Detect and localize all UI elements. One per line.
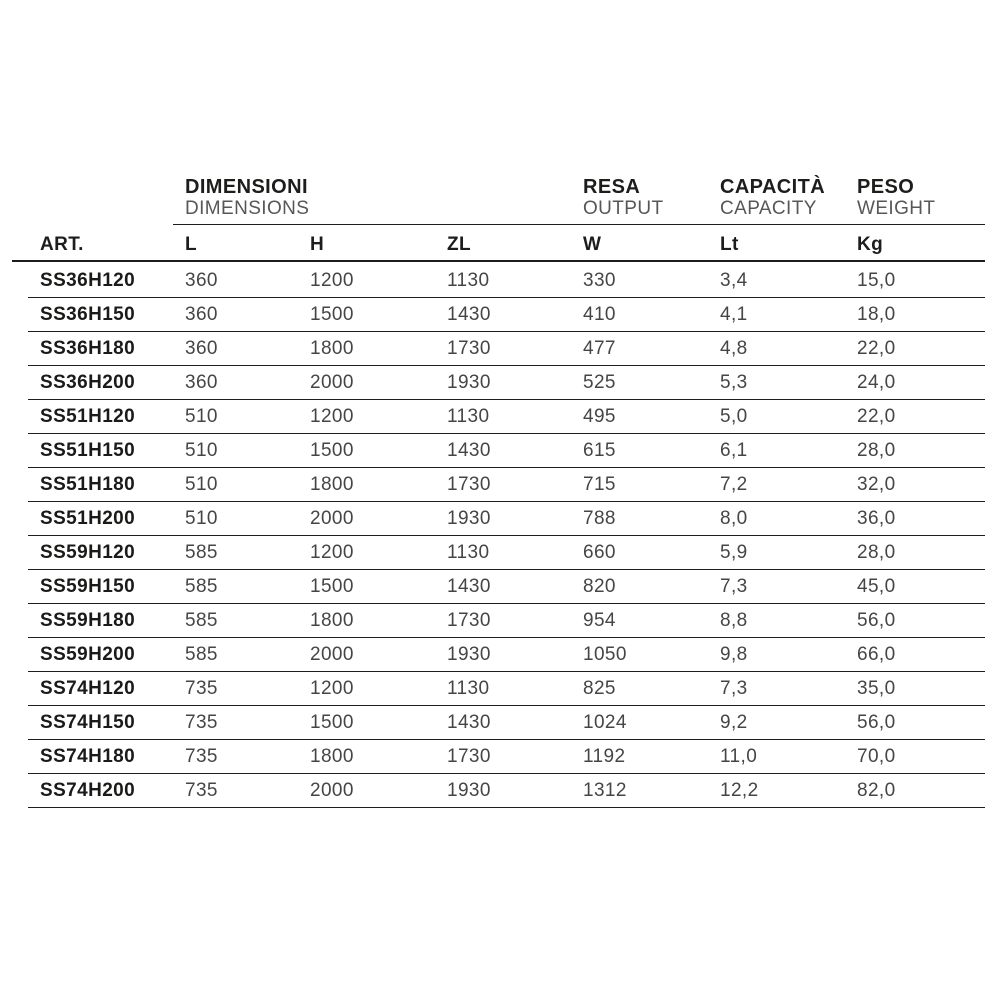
table-row — [28, 502, 985, 536]
cell-l: 510 — [185, 405, 218, 427]
cell-l: 735 — [185, 711, 218, 733]
column-header-l: L — [185, 234, 198, 255]
cell-lt: 5,9 — [720, 541, 748, 563]
cell-l: 360 — [185, 371, 218, 393]
cell-h: 1800 — [310, 473, 354, 495]
cell-zl: 1430 — [447, 711, 491, 733]
cell-art: SS74H120 — [40, 677, 136, 699]
group-subtitle: DIMENSIONS — [185, 198, 310, 219]
cell-lt: 4,8 — [720, 337, 748, 359]
cell-w: 477 — [583, 337, 616, 359]
table-row — [28, 604, 985, 638]
cell-h: 1500 — [310, 303, 354, 325]
cell-w: 330 — [583, 269, 616, 291]
table-row — [28, 434, 985, 468]
cell-lt: 5,3 — [720, 371, 748, 393]
column-header-kg: Kg — [857, 234, 884, 255]
group-title: DIMENSIONI — [185, 176, 308, 198]
cell-kg: 28,0 — [857, 541, 896, 563]
cell-w: 788 — [583, 507, 616, 529]
table-row — [28, 774, 985, 808]
cell-h: 1500 — [310, 439, 354, 461]
cell-kg: 70,0 — [857, 745, 896, 767]
cell-w: 495 — [583, 405, 616, 427]
cell-w: 525 — [583, 371, 616, 393]
cell-kg: 28,0 — [857, 439, 896, 461]
cell-h: 1800 — [310, 337, 354, 359]
cell-art: SS51H150 — [40, 439, 136, 461]
group-subtitle: WEIGHT — [857, 198, 936, 219]
cell-l: 360 — [185, 303, 218, 325]
cell-kg: 18,0 — [857, 303, 896, 325]
cell-art: SS74H200 — [40, 779, 136, 801]
cell-kg: 22,0 — [857, 337, 896, 359]
cell-w: 715 — [583, 473, 616, 495]
cell-l: 585 — [185, 609, 218, 631]
cell-kg: 66,0 — [857, 643, 896, 665]
cell-lt: 5,0 — [720, 405, 748, 427]
cell-w: 1312 — [583, 779, 627, 801]
group-header-rule — [173, 224, 985, 225]
cell-art: SS59H120 — [40, 541, 136, 563]
cell-h: 1800 — [310, 609, 354, 631]
table-row — [28, 740, 985, 774]
column-header-w: W — [583, 234, 602, 255]
cell-kg: 35,0 — [857, 677, 896, 699]
cell-zl: 1130 — [447, 269, 490, 291]
cell-h: 1200 — [310, 677, 354, 699]
group-header-output — [583, 176, 664, 219]
table-row — [28, 264, 985, 298]
cell-w: 954 — [583, 609, 616, 631]
group-title: PESO — [857, 176, 915, 198]
cell-lt: 7,3 — [720, 575, 748, 597]
cell-h: 1200 — [310, 405, 354, 427]
cell-l: 735 — [185, 745, 218, 767]
cell-art: SS36H150 — [40, 303, 136, 325]
cell-zl: 1930 — [447, 643, 491, 665]
cell-art: SS51H200 — [40, 507, 136, 529]
cell-h: 2000 — [310, 507, 354, 529]
cell-l: 510 — [185, 473, 218, 495]
cell-zl: 1430 — [447, 439, 491, 461]
cell-art: SS74H180 — [40, 745, 136, 767]
column-header-h: H — [310, 234, 325, 255]
cell-kg: 22,0 — [857, 405, 896, 427]
cell-w: 410 — [583, 303, 616, 325]
table-row — [28, 638, 985, 672]
cell-h: 1500 — [310, 711, 354, 733]
cell-lt: 6,1 — [720, 439, 748, 461]
cell-zl: 1930 — [447, 507, 491, 529]
cell-art: SS59H200 — [40, 643, 136, 665]
column-header-row — [12, 230, 985, 262]
cell-h: 2000 — [310, 643, 354, 665]
cell-kg: 15,0 — [857, 269, 896, 291]
cell-zl: 1730 — [447, 337, 491, 359]
cell-w: 1024 — [583, 711, 627, 733]
cell-lt: 8,0 — [720, 507, 748, 529]
cell-l: 510 — [185, 439, 218, 461]
group-title: RESA — [583, 176, 641, 198]
cell-zl: 1130 — [447, 541, 490, 563]
cell-lt: 11,0 — [720, 745, 758, 767]
cell-l: 585 — [185, 541, 218, 563]
cell-h: 1200 — [310, 541, 354, 563]
group-title: CAPACITÀ — [720, 176, 826, 198]
cell-l: 735 — [185, 677, 218, 699]
table-row — [28, 672, 985, 706]
cell-kg: 56,0 — [857, 609, 896, 631]
cell-kg: 32,0 — [857, 473, 896, 495]
table-row — [28, 332, 985, 366]
cell-lt: 7,3 — [720, 677, 748, 699]
cell-kg: 24,0 — [857, 371, 896, 393]
cell-art: SS74H150 — [40, 711, 136, 733]
cell-kg: 45,0 — [857, 575, 896, 597]
cell-art: SS59H180 — [40, 609, 136, 631]
group-subtitle: CAPACITY — [720, 198, 817, 219]
cell-lt: 9,2 — [720, 711, 748, 733]
cell-l: 360 — [185, 269, 218, 291]
cell-w: 615 — [583, 439, 616, 461]
group-subtitle: OUTPUT — [583, 198, 664, 219]
cell-zl: 1130 — [447, 405, 490, 427]
cell-art: SS51H120 — [40, 405, 136, 427]
table-row — [28, 706, 985, 740]
cell-w: 825 — [583, 677, 616, 699]
cell-zl: 1430 — [447, 303, 491, 325]
cell-w: 820 — [583, 575, 616, 597]
cell-l: 360 — [185, 337, 218, 359]
cell-art: SS36H120 — [40, 269, 136, 291]
table-row — [28, 570, 985, 604]
cell-kg: 56,0 — [857, 711, 896, 733]
table-row — [28, 366, 985, 400]
cell-lt: 8,8 — [720, 609, 748, 631]
cell-lt: 12,2 — [720, 779, 759, 801]
cell-kg: 36,0 — [857, 507, 896, 529]
cell-l: 510 — [185, 507, 218, 529]
cell-zl: 1130 — [447, 677, 490, 699]
table-row — [28, 468, 985, 502]
cell-h: 2000 — [310, 371, 354, 393]
table-row — [28, 536, 985, 570]
cell-lt: 3,4 — [720, 269, 748, 291]
cell-h: 1500 — [310, 575, 354, 597]
table-row — [28, 400, 985, 434]
column-header-zl: ZL — [447, 234, 472, 255]
cell-l: 585 — [185, 643, 218, 665]
cell-zl: 1430 — [447, 575, 491, 597]
cell-art: SS51H180 — [40, 473, 136, 495]
cell-w: 1192 — [583, 745, 626, 767]
cell-lt: 7,2 — [720, 473, 748, 495]
group-header-dimensions — [185, 176, 309, 219]
cell-zl: 1930 — [447, 779, 491, 801]
cell-l: 735 — [185, 779, 218, 801]
table-row — [28, 298, 985, 332]
cell-zl: 1930 — [447, 371, 491, 393]
cell-h: 2000 — [310, 779, 354, 801]
group-header-weight — [857, 176, 935, 219]
cell-w: 660 — [583, 541, 616, 563]
cell-h: 1800 — [310, 745, 354, 767]
cell-zl: 1730 — [447, 609, 491, 631]
cell-art: SS59H150 — [40, 575, 136, 597]
group-header-capacity — [720, 176, 825, 219]
cell-art: SS36H200 — [40, 371, 136, 393]
table-body — [28, 264, 985, 808]
cell-lt: 4,1 — [720, 303, 748, 325]
cell-kg: 82,0 — [857, 779, 896, 801]
cell-zl: 1730 — [447, 473, 491, 495]
column-header-lt: Lt — [720, 234, 739, 255]
column-header-art: ART. — [40, 234, 84, 255]
cell-zl: 1730 — [447, 745, 491, 767]
cell-lt: 9,8 — [720, 643, 748, 665]
cell-h: 1200 — [310, 269, 354, 291]
cell-l: 585 — [185, 575, 218, 597]
cell-art: SS36H180 — [40, 337, 136, 359]
cell-w: 1050 — [583, 643, 627, 665]
